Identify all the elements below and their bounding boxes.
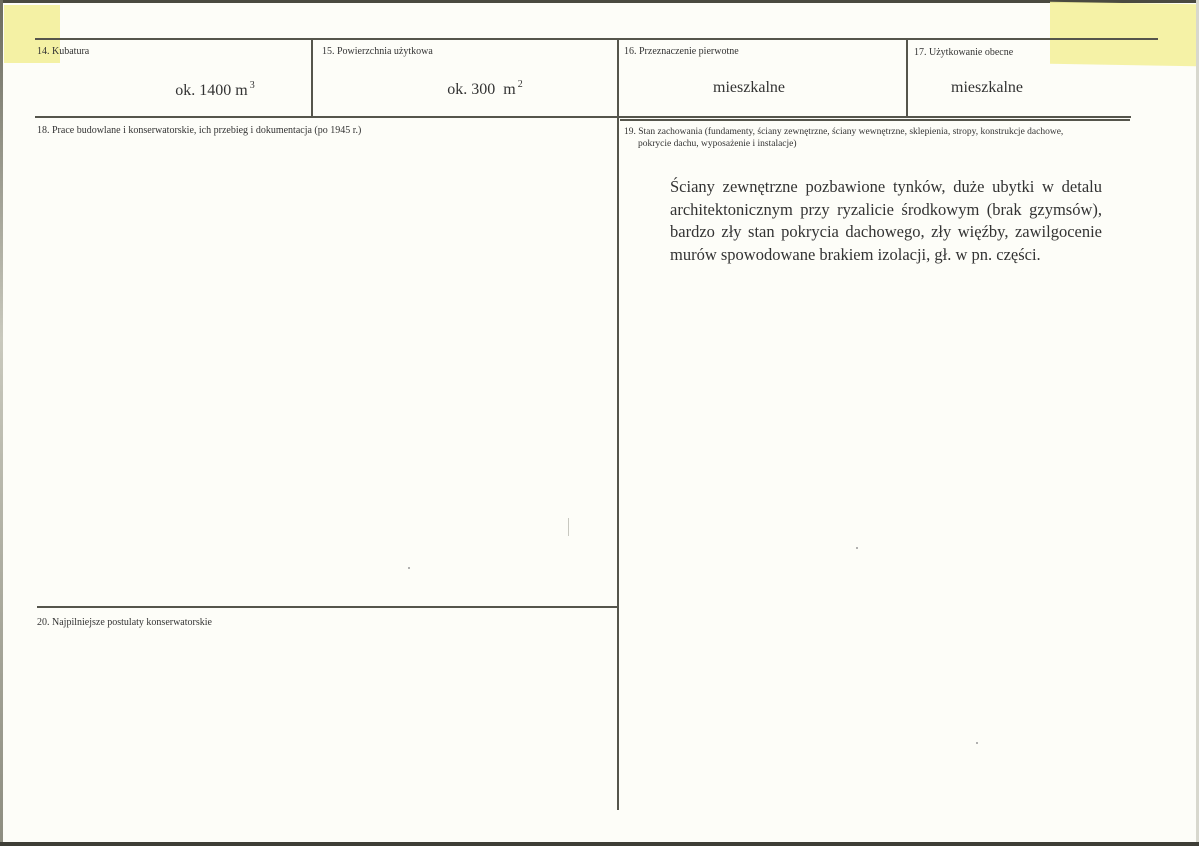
top-rule (35, 38, 1158, 40)
field-14-value-text: ok. 1400 m (175, 82, 248, 99)
field-17-label: 17. Użytkowanie obecne (914, 47, 1014, 58)
field-15-value-unit-exponent: 2 (517, 79, 523, 90)
field-14-value-unit-exponent: 3 (249, 80, 255, 91)
field-17-value: mieszkalne (951, 79, 1023, 96)
scan-mark (568, 518, 569, 536)
field-20-label: 20. Najpilniejsze postulaty konserwatorskie (37, 617, 212, 628)
yellow-tape-right (1050, 2, 1196, 67)
row1-bottom-rule-right (620, 119, 1130, 121)
field-16-label: 16. Przeznaczenie pierwotne (624, 46, 739, 57)
field-19-label-line2: pokrycie dachu, wyposażenie i instalacje) (638, 139, 797, 149)
field-15-value (410, 79, 560, 99)
field-14-value (140, 80, 290, 100)
field-16-value: mieszkalne (713, 79, 785, 96)
section20-top-rule (37, 606, 619, 608)
field-19-condition-text: Ściany zewnętrzne pozbawione tynków, duże ubytki w detalu architektonicznym przy ryzalicie środkowym (brak gzymsów), bardzo zły stan pokrycia dachowego, zły więźby, zawilgocenie murów spowodowane brakiem izolacji, gł. w pn. części. (670, 177, 1102, 264)
field-15-label: 15. Powierzchnia użytkowa (322, 46, 433, 57)
divider-14-15 (311, 38, 313, 118)
field-14-label: 14. Kubatura (37, 46, 90, 57)
field-19-label-line1: 19. Stan zachowania (fundamenty, ściany zewnętrzne, ściany wewnętrzne, sklepienia, stropy, konstrukcje dachowe, (624, 127, 1064, 137)
scan-edge-bottom (0, 842, 1199, 846)
field-15-value-text: ok. 300 m (447, 81, 516, 98)
scan-dot (408, 567, 410, 569)
scan-edge-left (0, 0, 3, 846)
scan-dot (976, 742, 978, 744)
divider-16-17 (906, 38, 908, 118)
row1-bottom-rule (35, 116, 1131, 118)
scan-edge-top (0, 0, 1199, 3)
divider-15-16 (617, 38, 619, 810)
scan-dot (856, 547, 858, 549)
field-18-label: 18. Prace budowlane i konserwatorskie, ich przebieg i dokumentacja (po 1945 r.) (37, 125, 362, 136)
